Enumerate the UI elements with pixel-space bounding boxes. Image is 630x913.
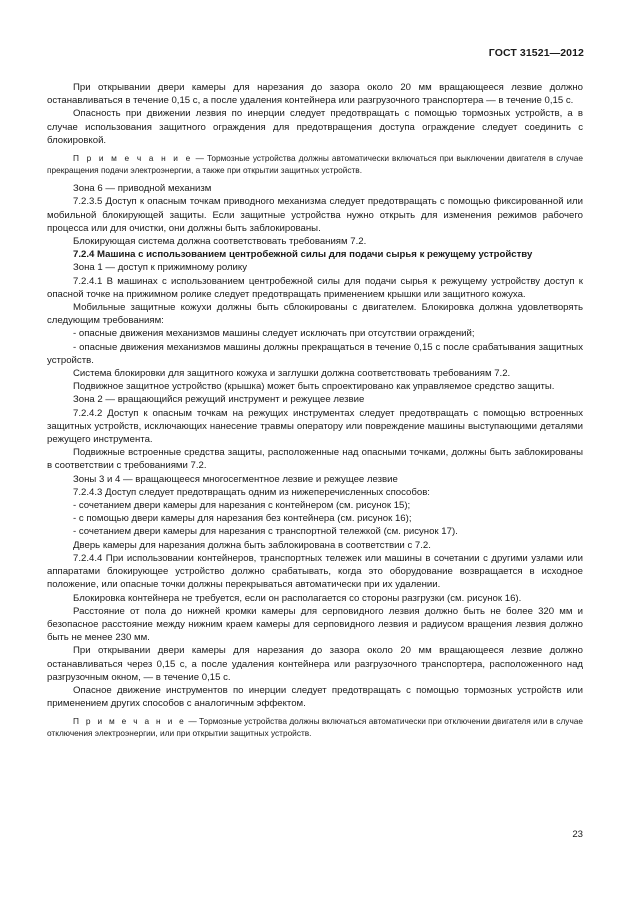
list-item: - сочетанием двери камеры для нарезания с транспортной тележкой (см. рисунок 17). (73, 526, 458, 538)
paragraph: 7.2.4.1 В машинах с использованием центробежной силы для подачи сырья к режущему устройству доступ к опасной точке на прижимном ролике следует предотвращать применением крышки или защитного кожуха. (47, 275, 583, 300)
paragraph: Зона 1 — доступ к прижимному ролику (73, 262, 248, 274)
paragraph: Дверь камеры для нарезания должна быть заблокирована в соответствии с 7.2. (73, 539, 431, 551)
paragraph: Опасность при движении лезвия по инерции следует предотвращать с помощью тормозных устройств, а в случае использования защитного ограждения для предотвращения доступа ограждение следует соединить с блокировкой. (47, 108, 583, 146)
document-body (47, 81, 583, 746)
paragraph: При открывании двери камеры для нарезания до зазора около 20 мм вращающееся лезвие должно останавливаться в течение 0,15 с, а после удаления контейнера или разгрузочного транспортера — в течение 0,15 с. (47, 82, 583, 107)
paragraph: Зона 2 — вращающийся режущий инструмент и режущее лезвие (73, 394, 365, 406)
paragraph: 7.2.4.2 Доступ к опасным точкам на режущих инструментах следует предотвращать с помощью встроенных защитных устройств, исключающих нанесение травмы оператору или повреждение машины выступающими деталями режущего инструмента. (47, 407, 583, 446)
standard-code-header: ГОСТ 31521—2012 (488, 47, 584, 59)
list-item: - опасные движения механизмов машины следует исключать при отсутствии ограждений; (73, 328, 475, 340)
paragraph: Система блокировки для защитного кожуха и заглушки должна соответствовать требованиям 7.2. (73, 368, 511, 380)
note-label: П р и м е ч а н и е (73, 153, 193, 164)
list-item: - опасные движения механизмов машины должны прекращаться в течение 0,15 с после срабатывания защитных устройств. (47, 341, 583, 366)
paragraph: Блокирующая система должна соответствовать требованиям 7.2. (73, 236, 367, 248)
paragraph: Мобильные защитные кожухи должны быть сблокированы с двигателем. Блокировка должна удовлетворять следующим требованиям: (47, 302, 583, 327)
list-item: - сочетанием двери камеры для нарезания с контейнером (см. рисунок 15); (73, 500, 411, 512)
paragraph: 7.2.4.3 Доступ следует предотвращать одним из нижеперечисленных способов: (73, 486, 430, 498)
paragraph: Подвижное защитное устройство (крышка) может быть спроектировано как управляемое средство защиты. (73, 381, 555, 393)
section-heading: 7.2.4 Машина с использованием центробежной силы для подачи сырья к режущему устройству (73, 249, 533, 261)
note-text: — Тормозные устройства должны автоматически включаться при выключении двигателя в случае прекращения подачи электроэнергии, а также при открытии защитных устройств. (47, 153, 584, 175)
paragraph: 7.2.4.4 При использовании контейнеров, транспортных тележек или машины в сочетании с другими узлами или аппаратами блокирующее устройство должно срабатывать, когда это оборудование возвращается в исходное положение, или опасные точки должны перекрываться автоматически при их удалении. (47, 552, 583, 591)
note-paragraph (47, 716, 583, 739)
list-item: - с помощью двери камеры для нарезания без контейнера (см. рисунок 16); (73, 513, 412, 525)
paragraph: Подвижные встроенные средства защиты, расположенные над опасными точками, должны быть заблокированы в соответствии с требованиями 7.2. (47, 447, 583, 472)
note-text: — Тормозные устройства должны включаться автоматически при отключении двигателя или в случае отключения электроэнергии, или при открытии защитных устройств. (47, 716, 583, 738)
note-label: П р и м е ч а н и е (73, 716, 187, 727)
page-number: 23 (572, 829, 583, 840)
paragraph: Опасное движение инструментов по инерции следует предотвращать с помощью тормозных устройств или применением других способов с аналогичным эффектом. (47, 684, 583, 710)
paragraph: Зоны 3 и 4 — вращающееся многосегментное лезвие и режущее лезвие (73, 473, 398, 485)
paragraph: При открывании двери камеры для нарезания до зазора около 20 мм вращающееся лезвие должно останавливаться через 0,15 с, а после удаления контейнера или разгрузочного транспортера, расположенного над разгрузочным окном, — в течение 0,15 с. (47, 645, 583, 683)
paragraph: 7.2.3.5 Доступ к опасным точкам приводного механизма следует предотвращать с помощью фиксированной или мобильной блокирующей защиты. Если защитные устройства нужно открыть для изменения режимов рабочего процесса или для очистки, они должны быть заблокированы. (47, 196, 583, 234)
paragraph: Блокировка контейнера не требуется, если он располагается со стороны разгрузки (см. рисунок 16). (73, 592, 522, 604)
paragraph: Зона 6 — приводной механизм (73, 183, 212, 195)
note-paragraph (47, 153, 583, 176)
paragraph: Расстояние от пола до нижней кромки камеры для серповидного лезвия должно быть не более 320 мм и безопасное расстояние между нижним краем камеры для серповидного лезвия и радиусом вращения лезвия должно быть не менее 230 мм. (47, 605, 583, 644)
